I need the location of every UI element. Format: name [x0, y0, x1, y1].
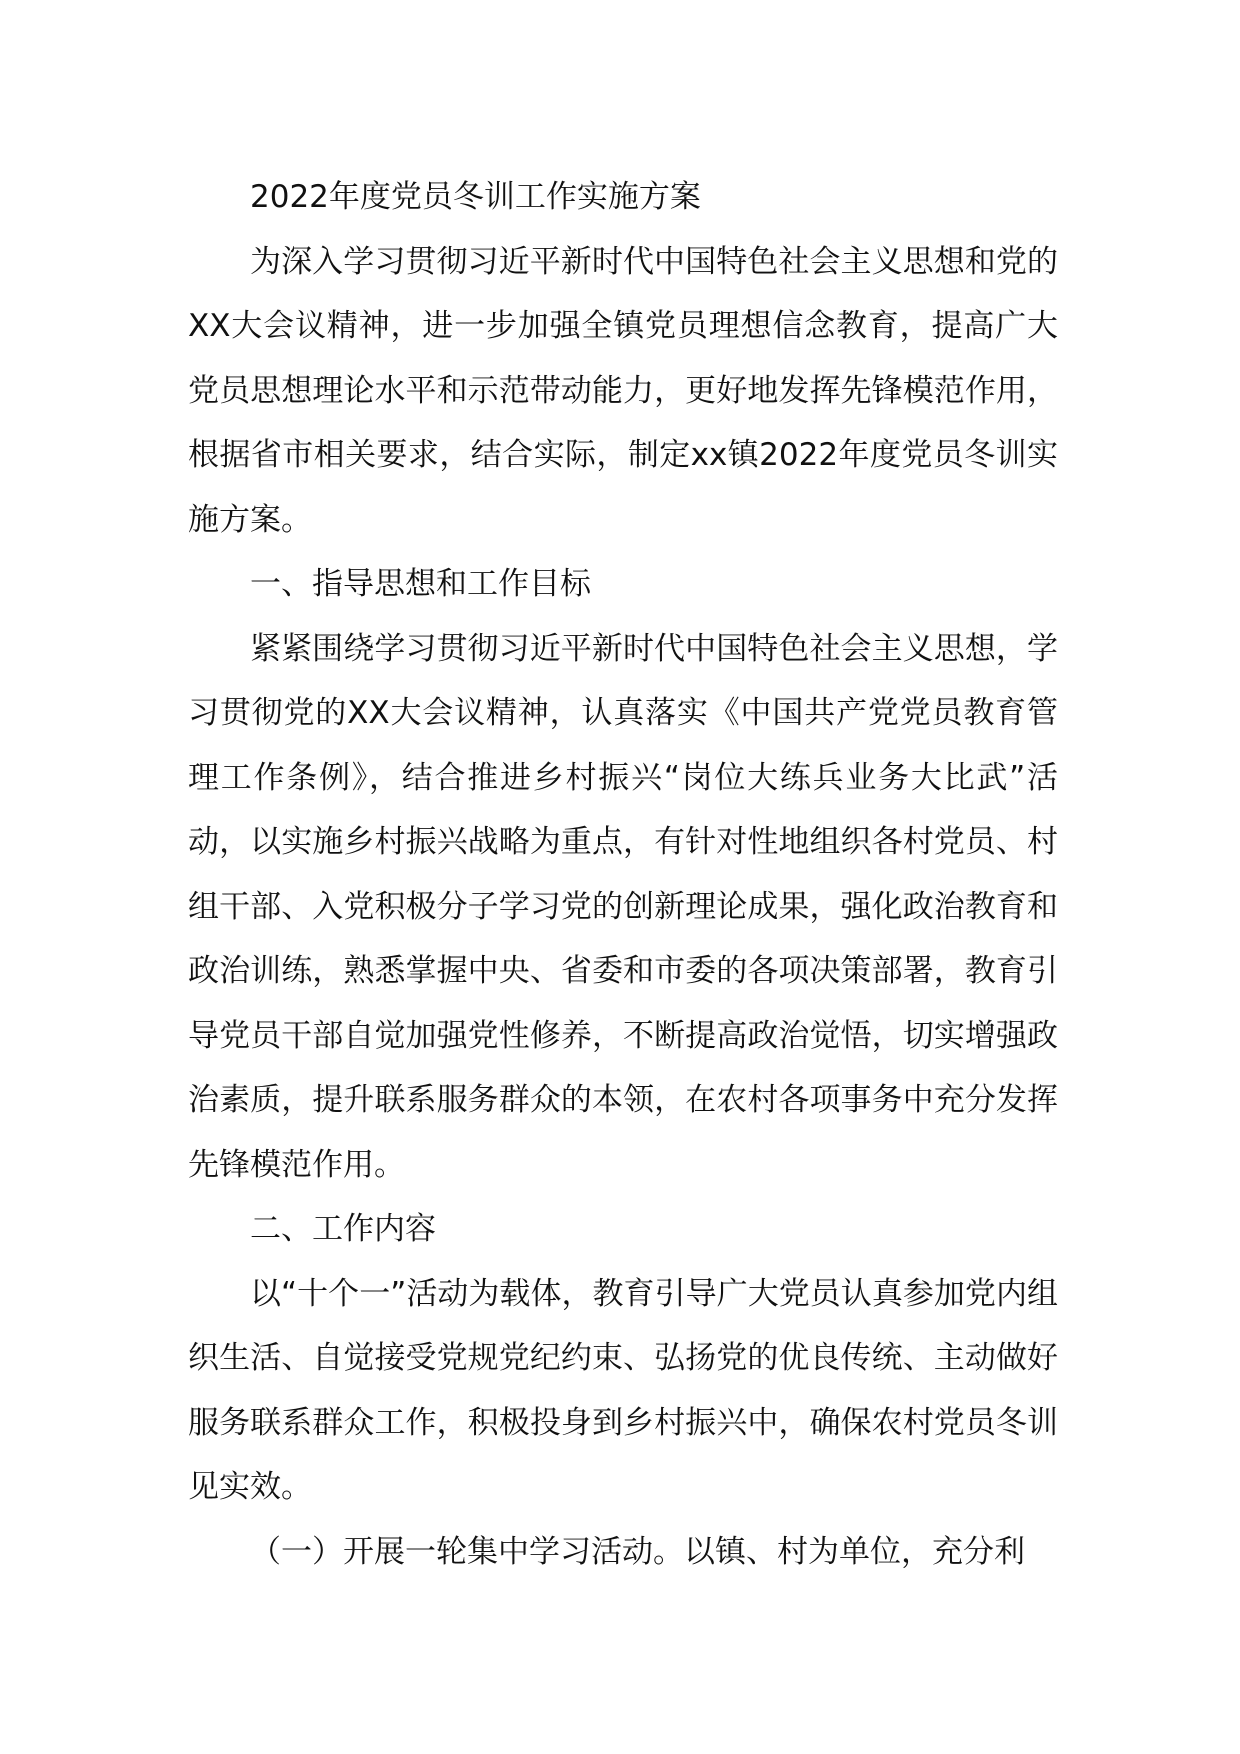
guiding-ideology-paragraph: 紧紧围绕学习贯彻习近平新时代中国特色社会主义思想，学习贯彻党的XX大会议精神，认真落实《中国共产党党员教育管理工作条例》，结合推进乡村振兴“岗位大练兵业务大比武”活动，以实施乡村振兴战略为重点，有针对性地组织各村党员、村组干部、入党积极分子学习党的创新理论成果，强化政治教育和政治训练，熟悉掌握中央、省委和市委的各项决策部署，教育引导党员干部自觉加强党性修养，不断提高政治觉悟，切实增强政治素质，提升联系服务群众的本领，在农村各项事务中充分发挥先锋模范作用。	[188, 630, 1058, 1183]
document-title: 2022年度党员冬训工作实施方案	[250, 179, 701, 215]
section-heading-work-content: 二、工作内容	[250, 1211, 436, 1247]
subsection-study-activity: （一）开展一轮集中学习活动。以镇、村为单位，充分利	[250, 1533, 1025, 1570]
section-heading-guiding-ideology: 一、指导思想和工作目标	[250, 566, 591, 602]
work-content-paragraph: 以“十个一”活动为载体，教育引导广大党员认真参加党内组织生活、自觉接受党规党纪约束、弘扬党的优良传统、主动做好服务联系群众工作，积极投身到乡村振兴中，确保农村党员冬训见实效。	[188, 1275, 1058, 1505]
intro-paragraph: 为深入学习贯彻习近平新时代中国特色社会主义思想和党的XX大会议精神，进一步加强全镇党员理想信念教育，提高广大党员思想理论水平和示范带动能力，更好地发挥先锋模范作用，根据省市相关要求，结合实际，制定xx镇2022年度党员冬训实施方案。	[188, 243, 1058, 538]
document-body	[188, 165, 1058, 1584]
